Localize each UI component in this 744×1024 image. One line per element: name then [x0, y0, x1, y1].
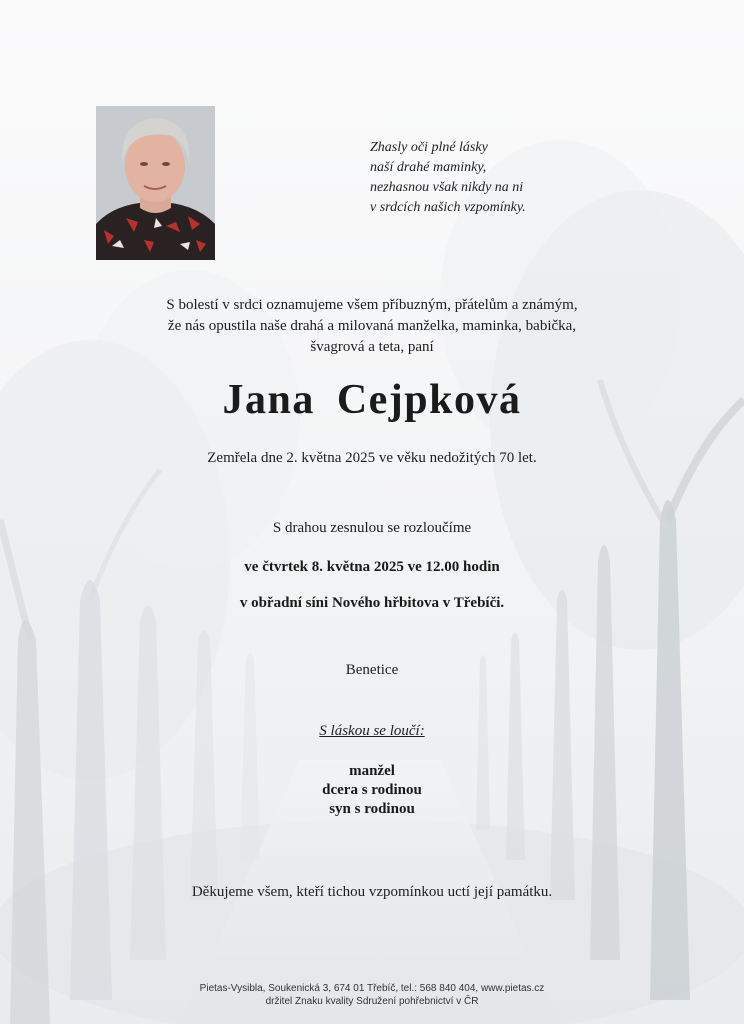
intro-line: švagrová a teta, paní	[310, 339, 434, 355]
footer-address: Pietas-Vysibla, Soukenická 3, 674 01 Třebíč, tel.: 568 840 404, www.pietas.cz	[199, 983, 545, 994]
intro-line: S bolestí v srdci oznamujeme všem příbuzným, přátelům a známým,	[166, 297, 578, 313]
poem-line: Zhasly oči plné lásky	[370, 140, 488, 155]
ceremony-date-time: ve čtvrtek 8. května 2025 ve 12.00 hodin	[244, 559, 500, 575]
memorial-poem	[370, 138, 600, 218]
announcement-intro	[0, 295, 744, 358]
mourner-item: dcera s rodinou	[322, 782, 422, 798]
poem-line: naší drahé maminky,	[370, 160, 487, 175]
footer-quality-note: držitel Znaku kvality Sdružení pohřebnictví v ČR	[265, 996, 479, 1007]
residence-place: Benetice	[345, 662, 399, 678]
intro-line: že nás opustila naše drahá a milovaná manželka, maminka, babička,	[167, 318, 577, 334]
poem-line: nezhasnou však nikdy na ni	[370, 180, 524, 195]
mourner-item: manžel	[349, 763, 395, 779]
portrait-photo	[96, 106, 215, 260]
mourners-heading: S láskou se loučí:	[319, 723, 425, 739]
mourners-list	[0, 762, 744, 819]
farewell-text: S drahou zesnulou se rozloučíme	[272, 520, 472, 536]
poem-line: v srdcích našich vzpomínky.	[370, 200, 526, 215]
death-date-text: Zemřela dne 2. května 2025 ve věku nedožitých 70 let.	[207, 450, 537, 466]
mourner-item: syn s rodinou	[329, 801, 415, 817]
funeral-service-footer	[0, 982, 744, 1008]
deceased-name: Jana Cejpková	[222, 377, 522, 423]
thanks-text: Děkujeme všem, kteří tichou vzpomínkou uctí její památku.	[191, 884, 553, 900]
ceremony-location: v obřadní síni Nového hřbitova v Třebíči.	[239, 595, 505, 611]
